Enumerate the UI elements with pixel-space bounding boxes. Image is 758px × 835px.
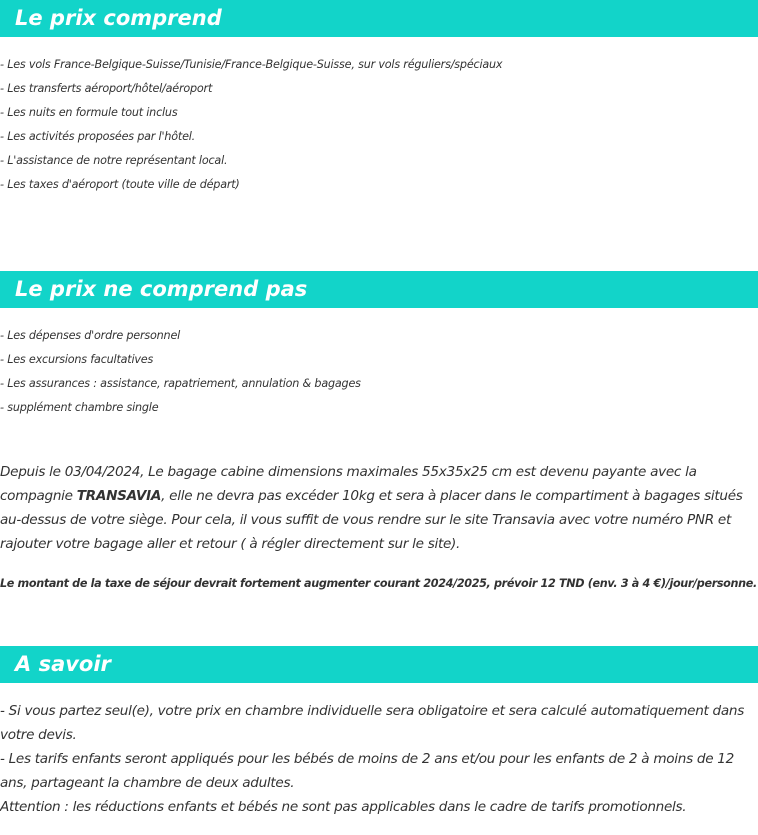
section-title-good-to-know: A savoir [15,652,111,676]
list-item: - supplément chambre single [0,401,159,414]
good-to-know-text [0,699,758,819]
list-item: - Les vols France-Belgique-Suisse/Tunisie/France-Belgique-Suisse, sur vols réguliers/spéciaux [0,58,503,71]
list-item: - Les dépenses d'ordre personnel [0,329,181,342]
not-included-list [0,324,361,420]
list-item: - Les taxes d'aéroport (toute ville de départ) [0,178,240,191]
tax-note: Le montant de la taxe de séjour devrait fortement augmenter courant 2024/2025, prévoir 12 TND (env. 3 à 4 €)/jour/personne. [0,577,757,590]
airline-name: TRANSAVIA [76,488,162,504]
included-list [0,53,502,197]
baggage-text-before: Depuis le 03/04/2024, Le bagage cabine dimensions maximales 55x35x25 cm est devenu payante avec la compagnie [0,464,697,504]
list-item: - Les activités proposées par l'hôtel. [0,130,196,143]
list-item: - L'assistance de notre représentant local. [0,154,228,167]
section-title-included: Le prix comprend [15,6,222,30]
section-header-not-included [0,271,758,308]
section-title-not-included: Le prix ne comprend pas [15,277,308,301]
good-to-know-line: - Si vous partez seul(e), votre prix en chambre individuelle sera obligatoire et sera calculé automatiquement dans votre devis. [0,703,745,743]
section-header-good-to-know [0,646,758,683]
list-item: - Les excursions facultatives [0,353,154,366]
good-to-know-line: - Les tarifs enfants seront appliqués pour les bébés de moins de 2 ans et/ou pour les enfants de 2 à moins de 12 ans, partageant la chambre de deux adultes. [0,751,734,791]
good-to-know-line: Attention : les réductions enfants et bébés ne sont pas applicables dans le cadre de tarifs promotionnels. [0,799,687,815]
baggage-text-after: , elle ne devra pas excéder 10kg et sera à placer dans le compartiment à bagages situés au-dessus de votre siège. Pour cela, il vous suffit de vous rendre sur le site Transavia avec votre numéro PNR et rajouter votre bagage aller et retour ( à régler directement sur le site). [0,488,743,552]
list-item: - Les transferts aéroport/hôtel/aéroport [0,82,213,95]
list-item: - Les assurances : assistance, rapatriement, annulation & bagages [0,377,361,390]
list-item: - Les nuits en formule tout inclus [0,106,178,119]
section-header-included [0,0,758,37]
baggage-paragraph [0,460,758,556]
